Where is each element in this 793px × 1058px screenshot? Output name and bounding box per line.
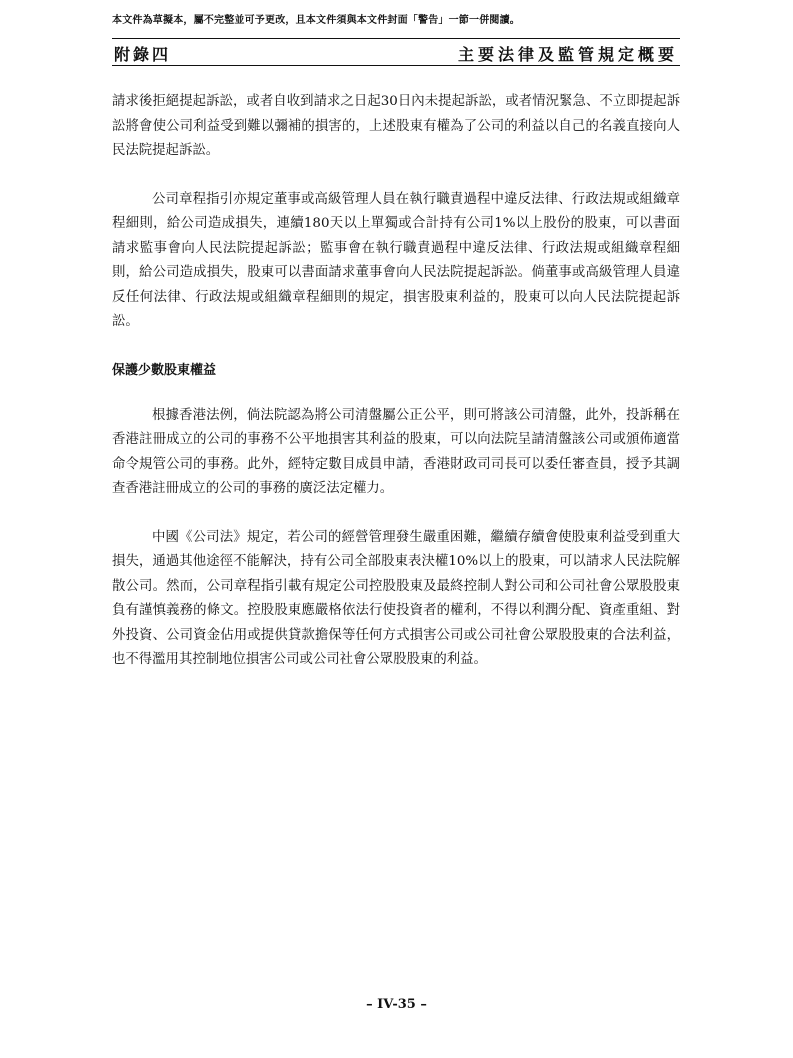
paragraph-1: 請求後拒絕提起訴訟，或者自收到請求之日起30日內未提起訴訟，或者情況緊急、不立即提起訴訟將會使公司利益受到難以彌補的損害的，上述股東有權為了公司的利益以自己的名義直接向人民法院提起訴訟。 (112, 94, 680, 158)
paragraph-4: 中國《公司法》規定，若公司的經營管理發生嚴重困難，繼續存續會使股東利益受到重大損失，通過其他途徑不能解決，持有公司全部股東表決權10%以上的股東，可以請求人民法院解散公司。然而，公司章程指引載有規定公司控股股東及最終控制人對公司和公司社會公眾股股東負有謹慎義務的條文。控股股東應嚴格依法行使投資者的權利，不得以利潤分配、資產重組、對外投資、公司資金佔用或提供貸款擔保等任何方式損害公司或公司社會公眾股股東的合法利益，也不得濫用其控制地位損害公司或公司社會公眾股股東的利益。 (112, 529, 680, 667)
document-body (112, 90, 680, 697)
section-heading: 保護少數股東權益 (112, 362, 217, 378)
draft-warning-banner: 本文件為草擬本，屬不完整並可予更改，且本文件須與本文件封面「警告」一節一併閱讀。 (112, 15, 520, 26)
paragraph-2: 公司章程指引亦規定董事或高級管理人員在執行職責過程中違反法律、行政法規或組織章程細則，給公司造成損失，連續180天以上單獨或合計持有公司1%以上股份的股東，可以書面請求監事會向人民法院提起訴訟；監事會在執行職責過程中違反法律、行政法規或組織章程細則，給公司造成損失，股東可以書面請求董事會向人民法院提起訴訟。倘董事或高級管理人員違反任何法律、行政法規或組織章程細則的規定，損害股東利益的，股東可以向人民法院提起訴訟。 (112, 191, 680, 329)
appendix-title: 主要法律及監管規定概要 (457, 45, 678, 64)
page-header (112, 38, 680, 66)
appendix-label: 附錄四 (114, 45, 172, 64)
page-number: – IV-35 – (366, 997, 427, 1012)
paragraph-3: 根據香港法例，倘法院認為將公司清盤屬公正公平，則可將該公司清盤，此外，投訴稱在香港註冊成立的公司的事務不公平地損害其利益的股東，可以向法院呈請清盤該公司或頒佈適當命令規管公司的事務。此外，經特定數目成員申請，香港財政司司長可以委任審查員，授予其調查香港註冊成立的公司的事務的廣泛法定權力。 (112, 407, 680, 496)
